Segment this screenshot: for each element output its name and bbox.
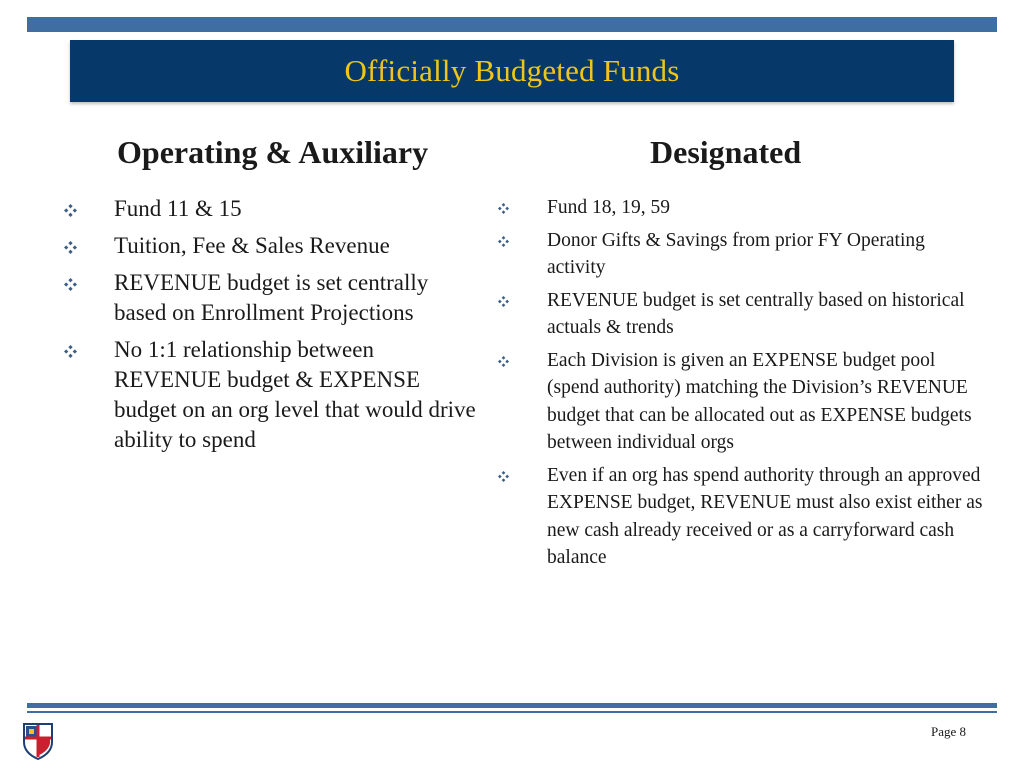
list-item <box>494 462 984 572</box>
slide-title: Officially Budgeted Funds <box>344 53 680 88</box>
bullet-text: REVENUE budget is set centrally based on historical actuals & trends <box>547 289 965 338</box>
top-rule <box>27 17 997 32</box>
list-item <box>494 287 984 342</box>
university-crest-icon <box>22 722 54 760</box>
diamond-bullet-icon <box>498 471 509 482</box>
list-item <box>494 227 984 282</box>
diamond-bullet-icon <box>64 278 77 291</box>
list-item <box>60 194 480 224</box>
bottom-rule <box>27 703 997 708</box>
bullet-text: Each Division is given an EXPENSE budget pool (spend authority) matching the Division’s REVENUE budget that can be allocated out as EXPENSE budgets between individual orgs <box>547 349 972 453</box>
bullet-text: No 1:1 relationship between REVENUE budget & EXPENSE budget on an org level that would drive ability to spend <box>114 337 476 452</box>
bullet-text: Tuition, Fee & Sales Revenue <box>114 233 390 258</box>
list-item <box>494 347 984 457</box>
diamond-bullet-icon <box>498 356 509 367</box>
diamond-bullet-icon <box>498 236 509 247</box>
list-item <box>60 335 480 455</box>
list-item <box>60 231 480 261</box>
right-bullet-list <box>494 194 984 577</box>
bottom-rule-thin <box>27 711 997 713</box>
bullet-text: Fund 11 & 15 <box>114 196 242 221</box>
left-bullet-list <box>60 194 480 462</box>
bullet-text: Fund 18, 19, 59 <box>547 197 670 218</box>
list-item <box>60 268 480 328</box>
diamond-bullet-icon <box>64 204 77 217</box>
bullet-text: Even if an org has spend authority through an approved EXPENSE budget, REVENUE must also exist either as new cash already received or as a carryforward cash balance <box>547 464 983 568</box>
left-column-heading: Operating & Auxiliary <box>117 134 429 170</box>
bullet-text: REVENUE budget is set centrally based on Enrollment Projections <box>114 270 429 325</box>
diamond-bullet-icon <box>498 203 509 214</box>
diamond-bullet-icon <box>64 241 77 254</box>
bullet-text: Donor Gifts & Savings from prior FY Operating activity <box>547 229 925 278</box>
right-column-heading: Designated <box>650 134 802 170</box>
page-number: Page 8 <box>930 724 966 739</box>
title-bar <box>70 40 954 102</box>
diamond-bullet-icon <box>64 345 77 358</box>
list-item <box>494 194 984 222</box>
diamond-bullet-icon <box>498 296 509 307</box>
